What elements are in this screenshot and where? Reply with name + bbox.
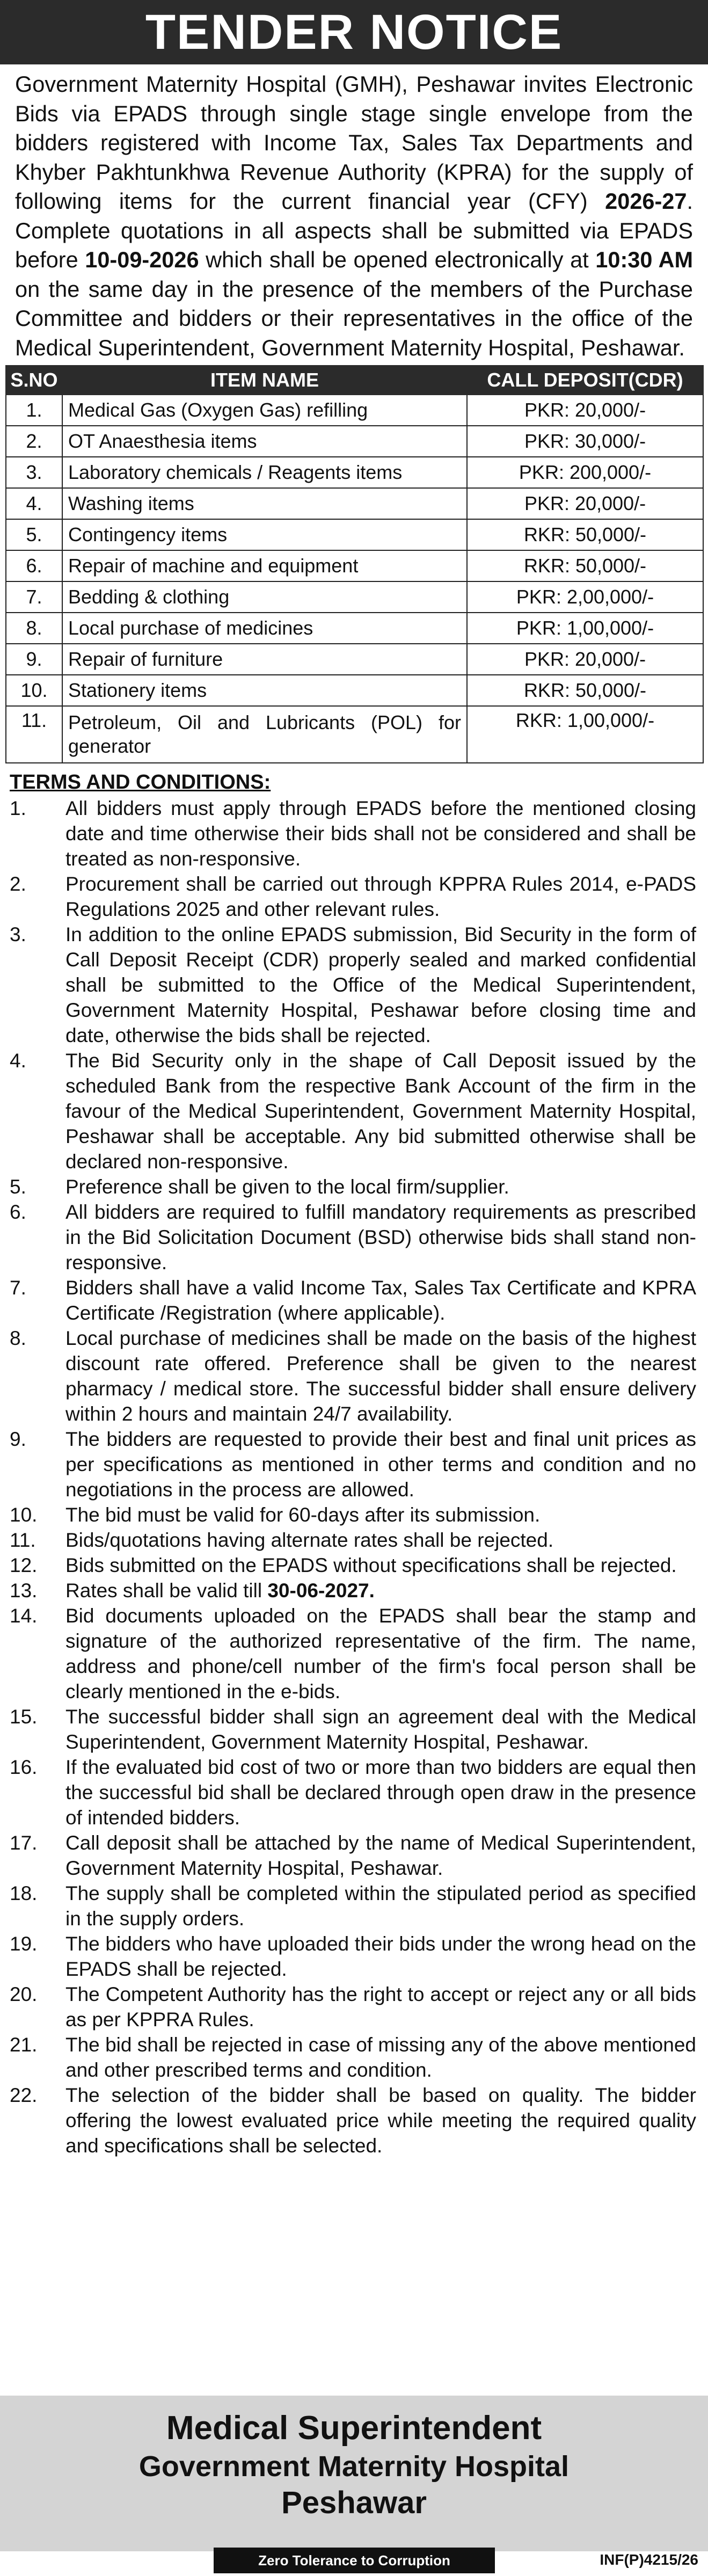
intro-text-2: . Complete quotations in all aspects shall be submitted via EPADS before	[15, 188, 693, 272]
row-cdr: PKR: 20,000/-	[467, 395, 703, 426]
list-item	[10, 1275, 696, 1326]
term-text: Bids submitted on the EPADS without specifications shall be rejected.	[65, 1554, 677, 1576]
term-text: All bidders must apply through EPADS before the mentioned closing date and time otherwise their bids shall not be considered and shall be treated as non-responsive.	[65, 797, 696, 870]
term-text: Bidders shall have a valid Income Tax, Sales Tax Certificate and KPRA Certificate /Registration (where applicable).	[65, 1277, 696, 1324]
row-item: Washing items	[62, 488, 467, 519]
term-number: 19.	[10, 1933, 38, 1955]
term-text: The bidders are requested to provide their best and final unit prices as per specifications as mentioned in other terms and condition and no negotiations in the process are allowed.	[65, 1428, 696, 1501]
row-cdr: PKR: 1,00,000/-	[467, 613, 703, 644]
intro-text-4: on the same day in the presence of the members of the Purchase Committee and bidders or their representatives in the office of the Medical Superintendent, Government Maternity Hospital, Peshawar.	[15, 276, 693, 360]
term-text: The bid must be valid for 60-days after its submission.	[65, 1504, 541, 1526]
row-cdr: RKR: 50,000/-	[467, 550, 703, 581]
row-sno: 8.	[6, 613, 62, 644]
row-sno: 9.	[6, 644, 62, 675]
signature-block	[0, 2396, 708, 2551]
row-sno: 1.	[6, 395, 62, 426]
table-row	[6, 644, 703, 675]
row-item: Repair of machine and equipment	[62, 550, 467, 581]
term-text: The bidders who have uploaded their bids under the wrong head on the EPADS shall be rejected.	[65, 1933, 696, 1980]
financial-year: 2026-27	[605, 188, 687, 214]
table-row	[6, 706, 703, 763]
table-row	[6, 426, 703, 457]
list-item	[10, 1881, 696, 1931]
row-cdr: PKR: 2,00,000/-	[467, 581, 703, 613]
list-item	[10, 1502, 696, 1527]
list-item	[10, 871, 696, 922]
term-number: 15.	[10, 1706, 38, 1728]
notice-title: TENDER NOTICE	[0, 0, 708, 64]
list-item	[10, 2032, 696, 2083]
term-text: The successful bidder shall sign an agreement deal with the Medical Superintendent, Government Maternity Hospital, Peshawar.	[65, 1706, 696, 1753]
term-number: 11.	[10, 1529, 36, 1551]
term-text: In addition to the online EPADS submission, Bid Security in the form of Call Deposit Receipt (CDR) properly sealed and marked confidential shall be submitted to the Office of the Medical Superintendent, Government Maternity Hospital, Peshawar before closing time and date, otherwise the bids shall be rejected.	[65, 923, 696, 1046]
row-item: Stationery items	[62, 675, 467, 706]
table-row	[6, 675, 703, 706]
row-item: Contingency items	[62, 519, 467, 550]
reference-number: INF(P)4215/26	[600, 2551, 698, 2568]
table-header-row	[6, 366, 703, 395]
row-cdr: RKR: 50,000/-	[467, 675, 703, 706]
row-sno: 4.	[6, 488, 62, 519]
intro-text-1: Government Maternity Hospital (GMH), Peshawar invites Electronic Bids via EPADS through single stage single envelope from the bidders registered with Income Tax, Sales Tax Departments and Khyber Pakhtunkhwa Revenue Authority (KPRA) for the supply of following items for the current financial year (CFY)	[15, 71, 693, 214]
row-cdr: RKR: 50,000/-	[467, 519, 703, 550]
row-cdr: PKR: 30,000/-	[467, 426, 703, 457]
list-item	[10, 1755, 696, 1830]
row-item: OT Anaesthesia items	[62, 426, 467, 457]
term-number: 12.	[10, 1554, 38, 1576]
term-text: The bid shall be rejected in case of missing any of the above mentioned and other prescribed terms and condition.	[65, 2034, 696, 2081]
list-item	[10, 1199, 696, 1275]
row-item: Bedding & clothing	[62, 581, 467, 613]
list-item	[10, 1704, 696, 1755]
term-text: The Bid Security only in the shape of Call Deposit issued by the scheduled Bank from the respective Bank Account of the firm in the favour of the Medical Superintendent, Government Maternity Hospital, Peshawar shall be acceptable. Any bid submitted otherwise shall be declared non-responsive.	[65, 1050, 696, 1173]
term-number: 1.	[10, 797, 26, 819]
term-number: 20.	[10, 1983, 38, 2005]
term-text: The selection of the bidder shall be based on quality. The bidder offering the lowest evaluated price while meeting the required quality and specifications shall be selected.	[65, 2084, 696, 2157]
intro-paragraph	[0, 64, 708, 365]
city-name: Peshawar	[281, 2485, 427, 2520]
list-item	[10, 922, 696, 1048]
term-number: 2.	[10, 873, 26, 895]
term-text: All bidders are required to fulfill mandatory requirements as prescribed in the Bid Solicitation Document (BSD) otherwise bids shall stand non-responsive.	[65, 1201, 696, 1274]
list-item	[10, 1603, 696, 1704]
list-item	[10, 1931, 696, 1982]
terms-heading: TERMS AND CONDITIONS:	[10, 771, 271, 794]
list-item	[10, 1982, 696, 2032]
table-row	[6, 613, 703, 644]
term-number: 7.	[10, 1277, 26, 1299]
row-sno: 3.	[6, 457, 62, 488]
term-text: Local purchase of medicines shall be made on the basis of the highest discount rate offered. Preference shall be given to the nearest pharmacy / medical store. The successful bidder shall ensure delivery within 2 hours and maintain 24/7 availability.	[65, 1327, 696, 1425]
list-item	[10, 1174, 696, 1199]
list-item	[10, 1326, 696, 1427]
term-number: 6.	[10, 1201, 26, 1223]
term-number: 5.	[10, 1176, 26, 1198]
term-number: 16.	[10, 1756, 38, 1778]
term-number: 14.	[10, 1605, 38, 1627]
anti-corruption-slogan: Zero Tolerance to Corruption	[214, 2548, 495, 2573]
term-number: 10.	[10, 1504, 38, 1526]
list-item	[10, 1553, 696, 1578]
table-row	[6, 488, 703, 519]
row-cdr: RKR: 1,00,000/-	[467, 706, 703, 763]
term-text: The supply shall be completed within the stipulated period as specified in the supply orders.	[65, 1882, 696, 1930]
items-table	[5, 365, 704, 763]
term-text: If the evaluated bid cost of two or more than two bidders are equal then the successful bid shall be declared through open draw in the presence of intended bidders.	[65, 1756, 696, 1829]
row-cdr: PKR: 20,000/-	[467, 488, 703, 519]
rates-valid-date: 30-06-2027.	[267, 1580, 375, 1602]
table-row	[6, 395, 703, 426]
term-text	[65, 1578, 696, 1603]
list-item	[10, 796, 696, 871]
header-sno: S.NO	[6, 366, 62, 395]
row-item: Laboratory chemicals / Reagents items	[62, 457, 467, 488]
row-sno: 6.	[6, 550, 62, 581]
term-text: Preference shall be given to the local firm/supplier.	[65, 1176, 509, 1198]
list-item	[10, 2083, 696, 2158]
opening-time: 10:30 AM	[595, 247, 694, 272]
row-sno: 11.	[6, 706, 62, 763]
term-number: 22.	[10, 2084, 38, 2106]
list-item	[10, 1427, 696, 1502]
term-text-plain: Rates shall be valid till	[65, 1580, 268, 1602]
term-text: Procurement shall be carried out through KPPRA Rules 2014, e-PADS Regulations 2025 and other relevant rules.	[65, 873, 696, 920]
row-item: Petroleum, Oil and Lubricants (POL) for generator	[62, 706, 467, 763]
row-item: Medical Gas (Oxygen Gas) refilling	[62, 395, 467, 426]
term-number: 3.	[10, 923, 26, 945]
row-sno: 2.	[6, 426, 62, 457]
term-text: Bids/quotations having alternate rates shall be rejected.	[65, 1529, 554, 1551]
row-cdr: PKR: 200,000/-	[467, 457, 703, 488]
term-number: 13.	[10, 1580, 38, 1602]
row-sno: 5.	[6, 519, 62, 550]
term-text: Call deposit shall be attached by the name of Medical Superintendent, Government Maternity Hospital, Peshawar.	[65, 1832, 696, 1879]
row-sno: 10.	[6, 675, 62, 706]
intro-text-3: which shall be opened electronically at	[199, 247, 596, 272]
table-row	[6, 519, 703, 550]
table-row	[6, 550, 703, 581]
term-text: The Competent Authority has the right to accept or reject any or all bids as per KPPRA Rules.	[65, 1983, 696, 2031]
term-text: Bid documents uploaded on the EPADS shall bear the stamp and signature of the authorized representative of the firm. The name, address and phone/cell number of the firm's focal person shall be clearly mentioned in the e-bids.	[65, 1605, 696, 1702]
term-number: 9.	[10, 1428, 26, 1450]
row-sno: 7.	[6, 581, 62, 613]
table-row	[6, 581, 703, 613]
term-number: 21.	[10, 2034, 38, 2056]
list-item	[10, 1830, 696, 1881]
list-item	[10, 1048, 696, 1174]
table-row	[6, 457, 703, 488]
terms-list	[0, 796, 708, 2158]
signatory-title: Medical Superintendent	[166, 2410, 542, 2447]
term-number: 18.	[10, 1882, 38, 1904]
submission-deadline: 10-09-2026	[85, 247, 199, 272]
row-item: Local purchase of medicines	[62, 613, 467, 644]
term-number: 4.	[10, 1050, 26, 1072]
header-call-deposit: CALL DEPOSIT(CDR)	[467, 366, 703, 395]
hospital-name: Government Maternity Hospital	[138, 2450, 570, 2483]
row-item: Repair of furniture	[62, 644, 467, 675]
term-number: 8.	[10, 1327, 26, 1349]
row-cdr: PKR: 20,000/-	[467, 644, 703, 675]
term-number: 17.	[10, 1832, 38, 1854]
list-item	[10, 1578, 696, 1603]
list-item	[10, 1527, 696, 1553]
header-item-name: ITEM NAME	[62, 366, 467, 395]
